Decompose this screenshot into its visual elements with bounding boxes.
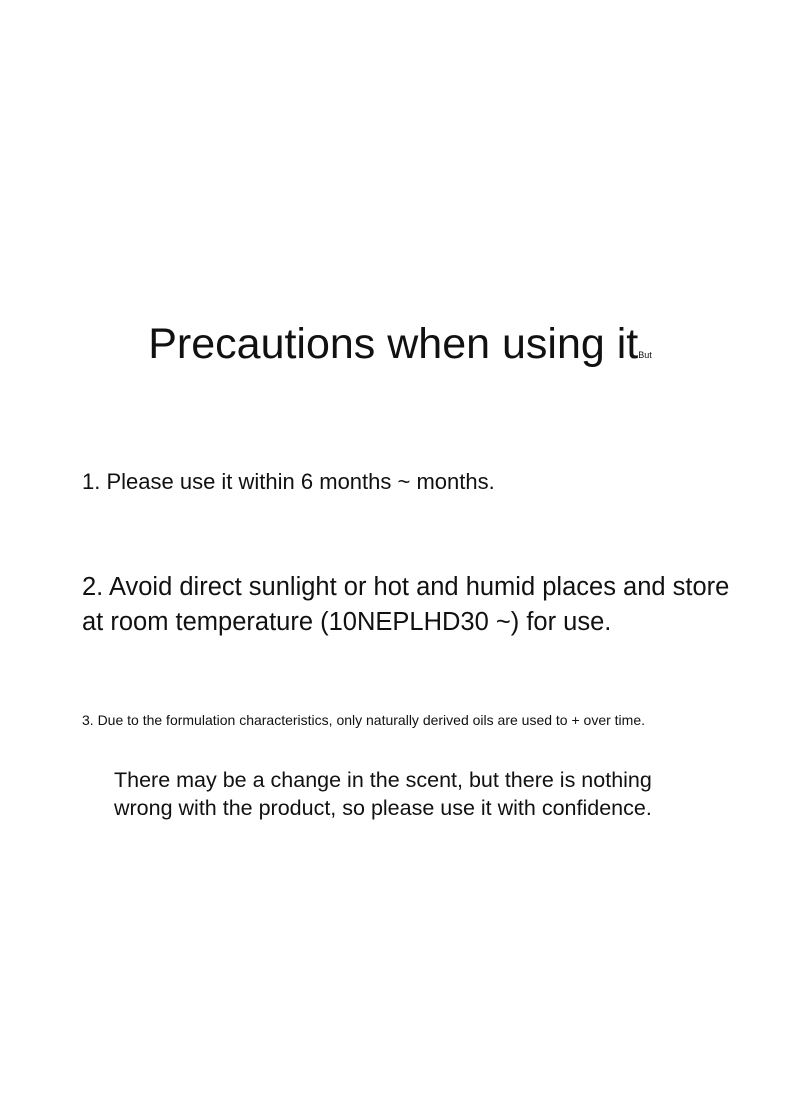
precaution-item-2: 2. Avoid direct sunlight or hot and humid places and store at room temperature (10NEPLHD30 ~) for use. — [82, 573, 730, 636]
precaution-note: There may be a change in the scent, but there is nothing wrong with the product, so please use it with confidence. — [114, 768, 652, 820]
precaution-item-3: 3. Due to the formulation characteristics, only naturally derived oils are used to + over time. — [82, 712, 645, 728]
precaution-item-1: 1. Please use it within 6 months ~ months. — [82, 469, 495, 494]
title-suffix: But — [638, 350, 652, 360]
title-block — [0, 318, 800, 370]
page-title: Precautions when using it — [148, 320, 639, 368]
